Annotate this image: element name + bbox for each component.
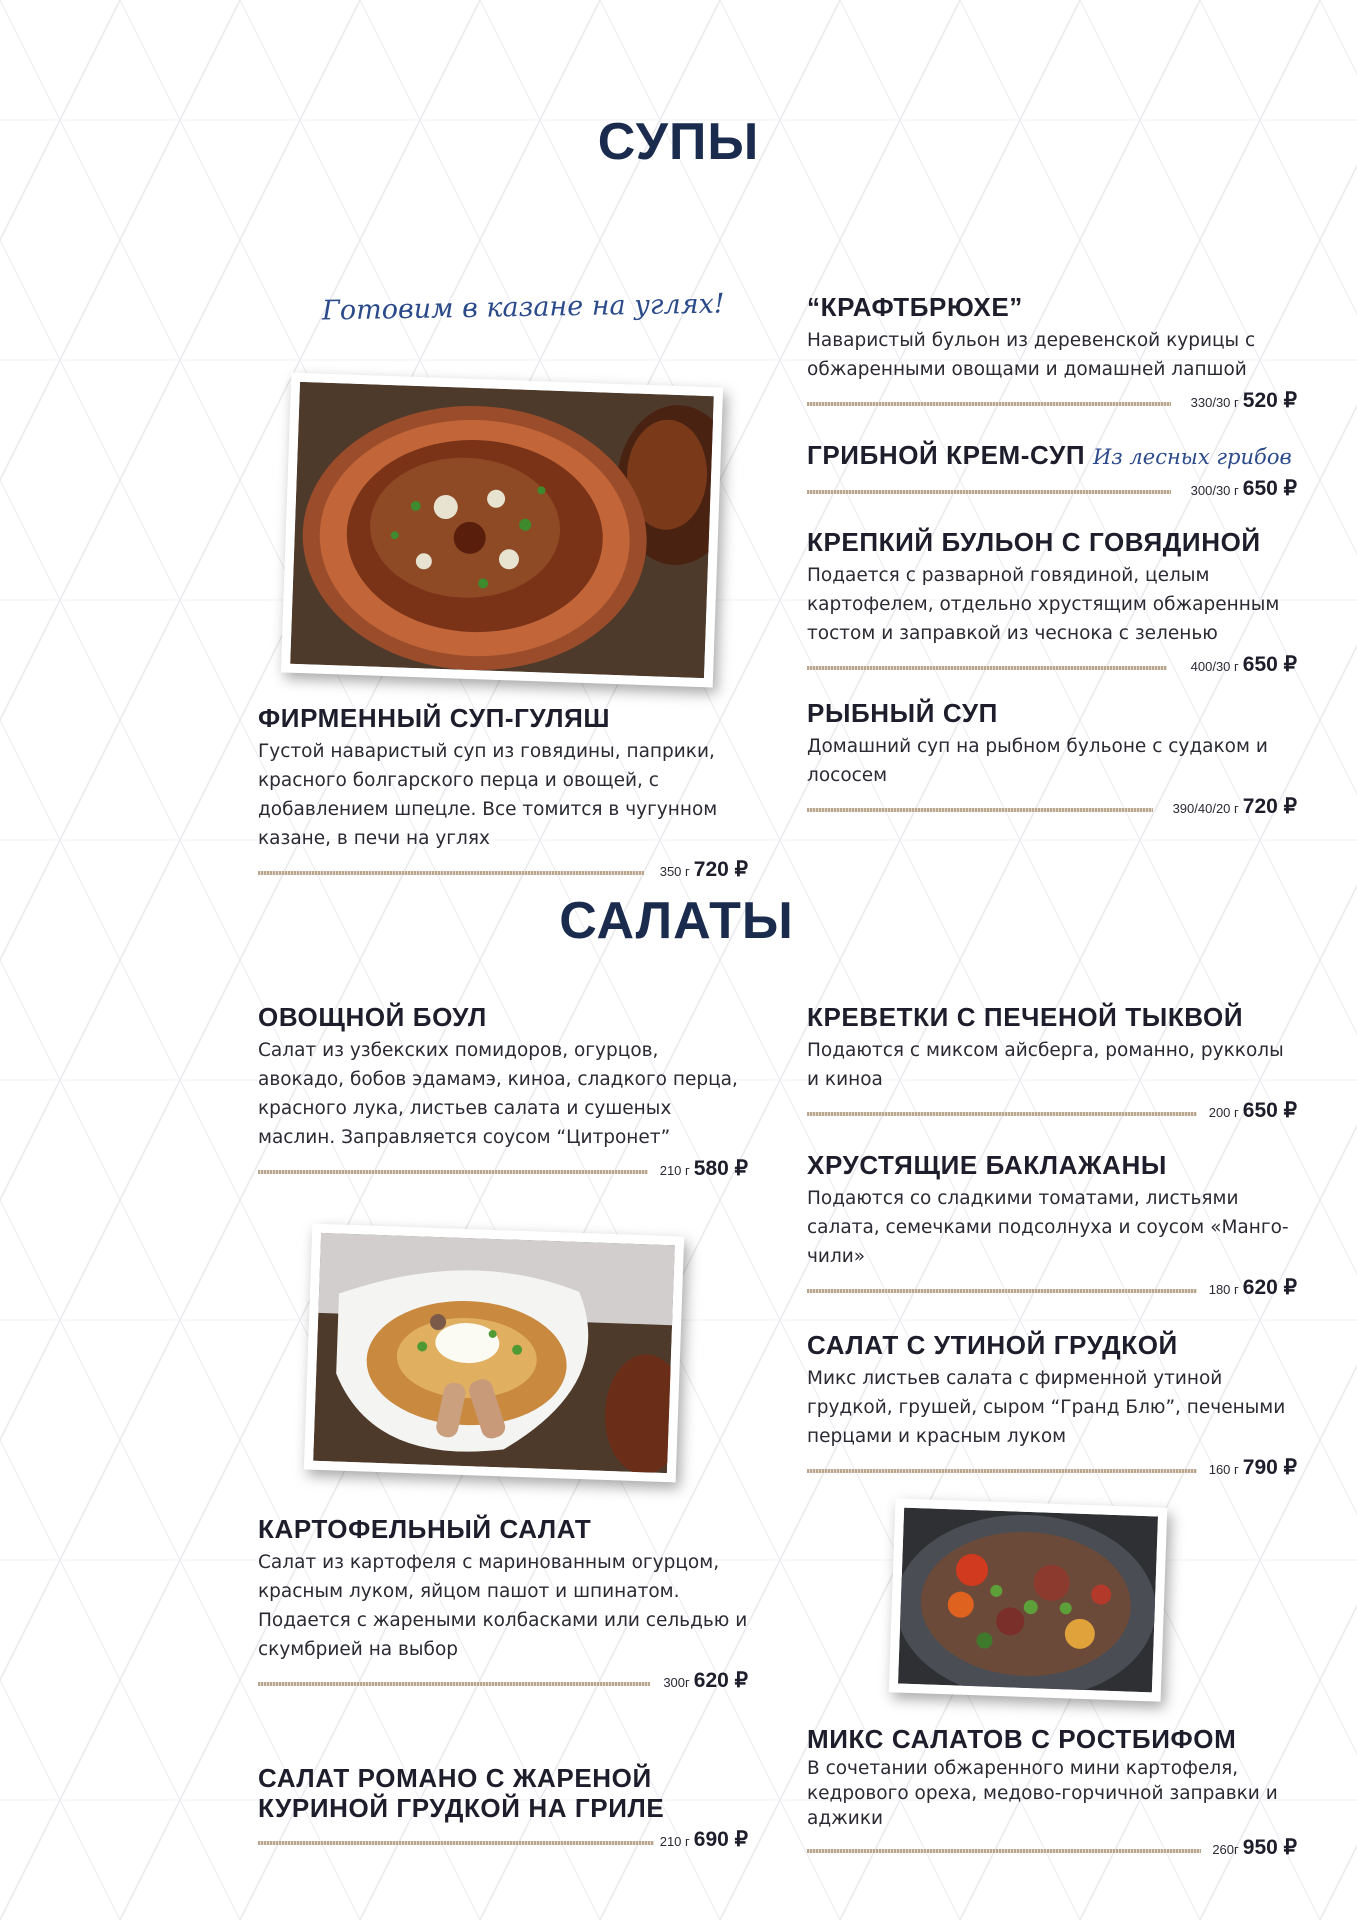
item-weight: 260г — [1212, 1842, 1239, 1857]
item-price: 520 ₽ — [1242, 389, 1297, 412]
item-description: Подаются с миксом айсберга, романно, рукколы и киноа — [807, 1040, 1284, 1090]
dotted-divider — [258, 1682, 650, 1686]
menu-item-mushroom-cream-soup — [807, 440, 1297, 504]
item-weight: 300/30 г — [1190, 483, 1239, 498]
dotted-divider — [807, 1469, 1197, 1473]
dotted-divider — [258, 1841, 654, 1845]
dotted-divider — [807, 490, 1171, 494]
dotted-divider — [807, 666, 1167, 670]
goulash-soup-photo — [281, 373, 723, 688]
item-description: Салат из узбекских помидоров, огурцов, авокадо, бобов эдамамэ, киноа, сладкого перца, красного лука, листьев салата и сушеных маслин. Заправляется соусом “Цитронет” — [258, 1040, 738, 1148]
item-weight: 160 г — [1208, 1462, 1239, 1477]
item-description: Домашний суп на рыбном бульоне с судаком и лососем — [807, 736, 1268, 786]
dotted-divider — [807, 1112, 1197, 1116]
item-price: 580 ₽ — [693, 1157, 748, 1180]
menu-item-beef-broth — [807, 527, 1297, 680]
item-price: 650 ₽ — [1242, 1099, 1297, 1122]
item-name: МИКС САЛАТОВ С РОСТБИФОМ — [807, 1724, 1237, 1754]
item-description: Подаются со сладкими томатами, листьями салата, семечками подсолнуха и соусом «Манго-чили» — [807, 1188, 1289, 1267]
soups-heading: СУПЫ — [597, 113, 760, 171]
price-row — [807, 1098, 1297, 1126]
item-weight: 330/30 г — [1190, 395, 1239, 410]
item-description: В сочетании обжаренного мини картофеля, кедрового ореха, медово-горчичной заправки и аджики — [807, 1758, 1278, 1829]
dotted-divider — [807, 808, 1153, 812]
item-name: КРЕВЕТКИ С ПЕЧЕНОЙ ТЫКВОЙ — [807, 1002, 1244, 1032]
menu-item-goulash — [258, 703, 748, 885]
menu-item-roastbeef-salad — [807, 1724, 1297, 1863]
dotted-divider — [258, 1170, 648, 1174]
menu-item-romano-salad — [258, 1763, 748, 1855]
item-description: Микс листьев салата с фирменной утиной грудкой, грушей, сыром “Гранд Блю”, печеными перцами и красным луком — [807, 1368, 1286, 1447]
item-weight: 400/30 г — [1190, 659, 1239, 674]
item-name: КРЕПКИЙ БУЛЬОН С ГОВЯДИНОЙ — [807, 527, 1261, 557]
item-name: ФИРМЕННЫЙ СУП-ГУЛЯШ — [258, 703, 611, 733]
price-row — [807, 1835, 1297, 1863]
item-note: Из лесных грибов — [1092, 445, 1292, 469]
item-name-text: ГРИБНОЙ КРЕМ-СУП — [807, 440, 1086, 470]
dotted-divider — [807, 1289, 1197, 1293]
price-row — [258, 1156, 748, 1184]
item-name: САЛАТ С УТИНОЙ ГРУДКОЙ — [807, 1330, 1178, 1360]
price-row — [807, 652, 1297, 680]
item-price: 790 ₽ — [1242, 1456, 1297, 1479]
item-name: КАРТОФЕЛЬНЫЙ САЛАТ — [258, 1514, 592, 1544]
item-weight: 300г — [663, 1675, 690, 1690]
menu-item-shrimp-pumpkin — [807, 1002, 1297, 1126]
item-description: Подается с разварной говядиной, целым картофелем, отдельно хрустящим обжаренным тостом и заправкой из чеснока с зеленью — [807, 565, 1280, 644]
item-weight: 180 г — [1208, 1282, 1239, 1297]
salads-heading: САЛАТЫ — [559, 892, 794, 950]
dotted-divider — [807, 1849, 1201, 1853]
item-description: Салат из картофеля с маринованным огурцом, красным луком, яйцом пашот и шпинатом. Подается с жареными колбасками или сельдью и скумбрией на выбор — [258, 1552, 748, 1660]
price-row — [807, 794, 1297, 822]
price-row — [258, 1827, 748, 1855]
item-name: “КРАФТБРЮХЕ” — [807, 292, 1023, 322]
item-price: 620 ₽ — [1242, 1276, 1297, 1299]
soups-promo-text: Готовим в казане на углях! — [321, 288, 725, 327]
item-price: 650 ₽ — [1242, 653, 1297, 676]
item-price: 690 ₽ — [693, 1828, 748, 1851]
menu-item-crispy-eggplant — [807, 1150, 1297, 1303]
price-row — [807, 388, 1297, 416]
price-row — [807, 1455, 1297, 1483]
item-weight: 200 г — [1208, 1105, 1239, 1120]
item-name: РЫБНЫЙ СУП — [807, 698, 998, 728]
price-row — [258, 1668, 748, 1696]
dotted-divider — [807, 402, 1171, 406]
price-row — [807, 1275, 1297, 1303]
item-weight: 350 г — [659, 864, 690, 879]
item-weight: 210 г — [659, 1834, 690, 1849]
potato-salad-photo — [304, 1224, 684, 1483]
menu-item-potato-salad — [258, 1514, 748, 1696]
item-price: 720 ₽ — [693, 858, 748, 881]
price-row — [258, 857, 748, 885]
item-price: 620 ₽ — [693, 1669, 748, 1692]
item-weight: 390/40/20 г — [1172, 801, 1239, 816]
menu-item-kraftbryuhe — [807, 292, 1297, 416]
roastbeef-salad-photo — [889, 1498, 1168, 1701]
item-description: Наваристый бульон из деревенской курицы с обжаренными овощами и домашней лапшой — [807, 330, 1256, 380]
item-price: 950 ₽ — [1242, 1836, 1297, 1859]
item-name: САЛАТ РОМАНО С ЖАРЕНОЙ КУРИНОЙ ГРУДКОЙ НА ГРИЛЕ — [258, 1763, 665, 1823]
menu-item-vegetable-bowl — [258, 1002, 748, 1184]
menu-item-fish-soup — [807, 698, 1297, 822]
item-name: ОВОЩНОЙ БОУЛ — [258, 1002, 487, 1032]
dotted-divider — [258, 871, 644, 875]
price-row — [807, 476, 1297, 504]
item-description: Густой наваристый суп из говядины, паприки, красного болгарского перца и овощей, с добавлением шпецле. Все томится в чугунном казане, в печи на углях — [258, 741, 718, 849]
item-price: 720 ₽ — [1242, 795, 1297, 818]
item-weight: 210 г — [659, 1163, 690, 1178]
menu-item-duck-breast-salad — [807, 1330, 1297, 1483]
item-name — [807, 440, 1297, 472]
item-price: 650 ₽ — [1242, 477, 1297, 500]
item-name: ХРУСТЯЩИЕ БАКЛАЖАНЫ — [807, 1150, 1167, 1180]
